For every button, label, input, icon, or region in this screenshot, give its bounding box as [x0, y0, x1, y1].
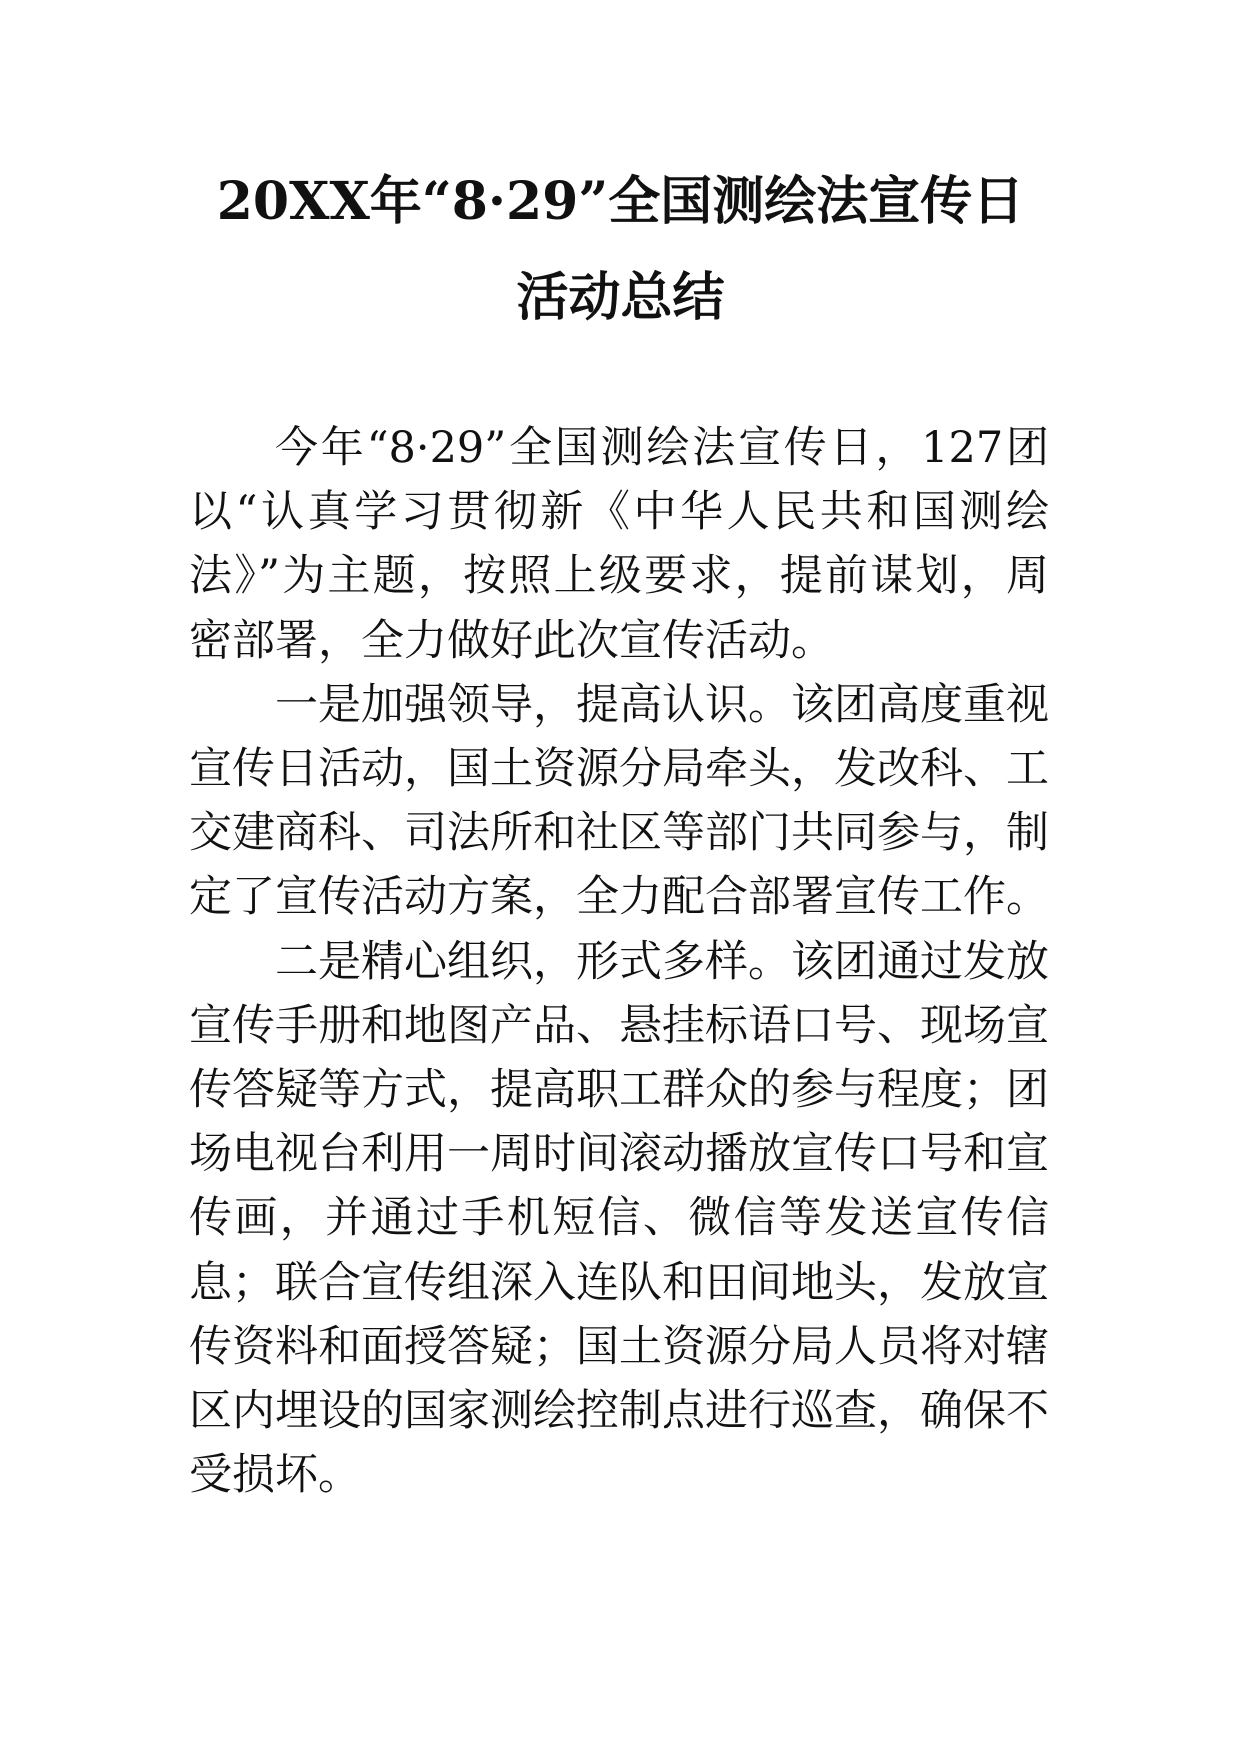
- document-body: [189, 416, 1049, 1507]
- paragraph-organization: 二是精心组织，形式多样。该团通过发放宣传手册和地图产品、悬挂标语口号、现场宣传答疑等方式，提高职工群众的参与程度；团场电视台利用一周时间滚动播放宣传口号和宣传画，并通过手机短信、微信等发送宣传信息；联合宣传组深入连队和田间地头，发放宣传资料和面授答疑；国土资源分局人员将对辖区内埋设的国家测绘控制点进行巡查，确保不受损坏。: [189, 936, 1049, 1501]
- document-title-line-1: 20XX年“8·29”全国测绘法宣传日: [216, 171, 1025, 232]
- paragraph-intro: 今年“8·29”全国测绘法宣传日，127团以“认真学习贯彻新《中华人民共和国测绘法》”为主题，按照上级要求，提前谋划，周密部署，全力做好此次宣传活动。: [189, 423, 1049, 666]
- document-title-line-2: 活动总结: [516, 267, 725, 328]
- paragraph-leadership: 一是加强领导，提高认识。该团高度重视宣传日活动，国土资源分局牵头，发改科、工交建商科、司法所和社区等部门共同参与，制定了宣传活动方案，全力配合部署宣传工作。: [189, 679, 1049, 923]
